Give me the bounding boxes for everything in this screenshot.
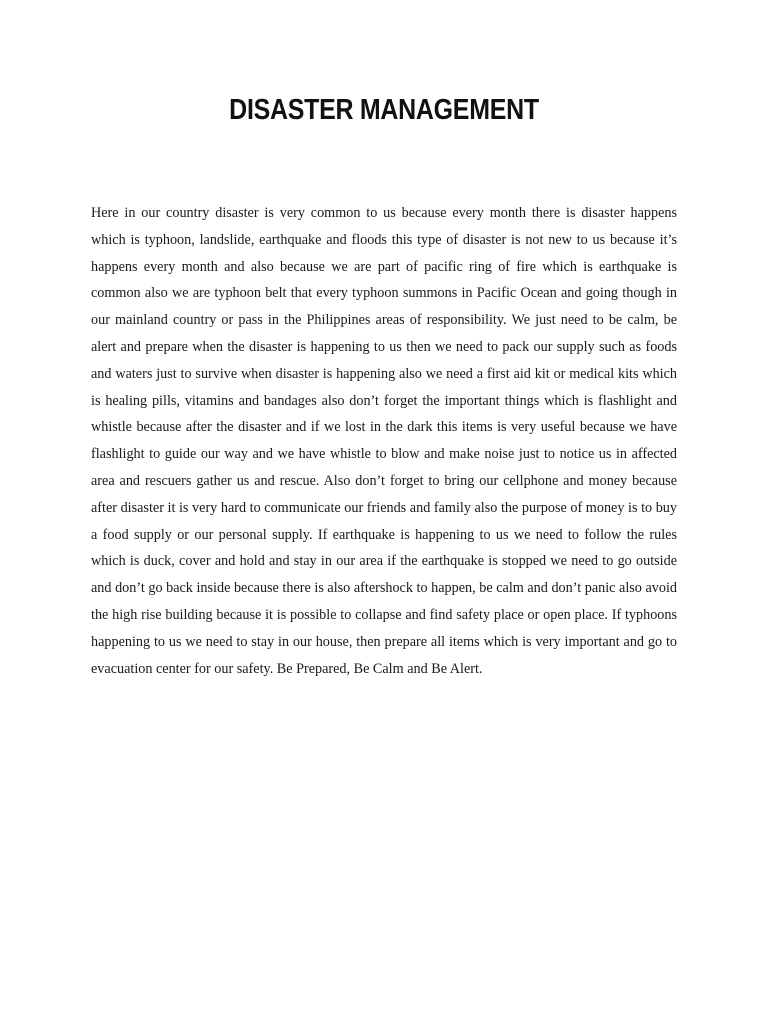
document-paragraph: Here in our country disaster is very common to us because every month there is disaster happens which is typhoon, landslide, earthquake and floods this type of disaster is not new to us because it’s happens every month and also because we are part of pacific ring of fire which is earthquake is common also we are typhoon belt that every typhoon summons in Pacific Ocean and going though in our mainland country or pass in the Philippines areas of responsibility. We just need to be calm, be alert and prepare when the disaster is happening to us then we need to pack our supply such as foods and waters just to survive when disaster is happening also we need a first aid kit or medical kits which is healing pills, vitamins and bandages also don’t forget the important things which is flashlight and whistle because after the disaster and if we lost in the dark this items is very useful because we have flashlight to guide our way and we have whistle to blow and make noise just to notice us in affected area and rescuers gather us and rescue. Also don’t forget to bring our cellphone and money because after disaster it is very hard to communicate our friends and family also the purpose of money is to buy a food supply or our personal supply. If earthquake is happening to us we need to follow the rules which is duck, cover and hold and stay in our area if the earthquake is stopped we need to go outside and don’t go back inside because there is also aftershock to happen, be calm and don’t panic also avoid the high rise building because it is possible to collapse and find safety place or open place. If typhoons happening to us we need to stay in our house, then prepare all items which is very important and go to evacuation center for our safety. Be Prepared, Be Calm and Be Alert. bbox=[91, 205, 677, 677]
document-title: DISASTER MANAGEMENT bbox=[229, 94, 539, 126]
